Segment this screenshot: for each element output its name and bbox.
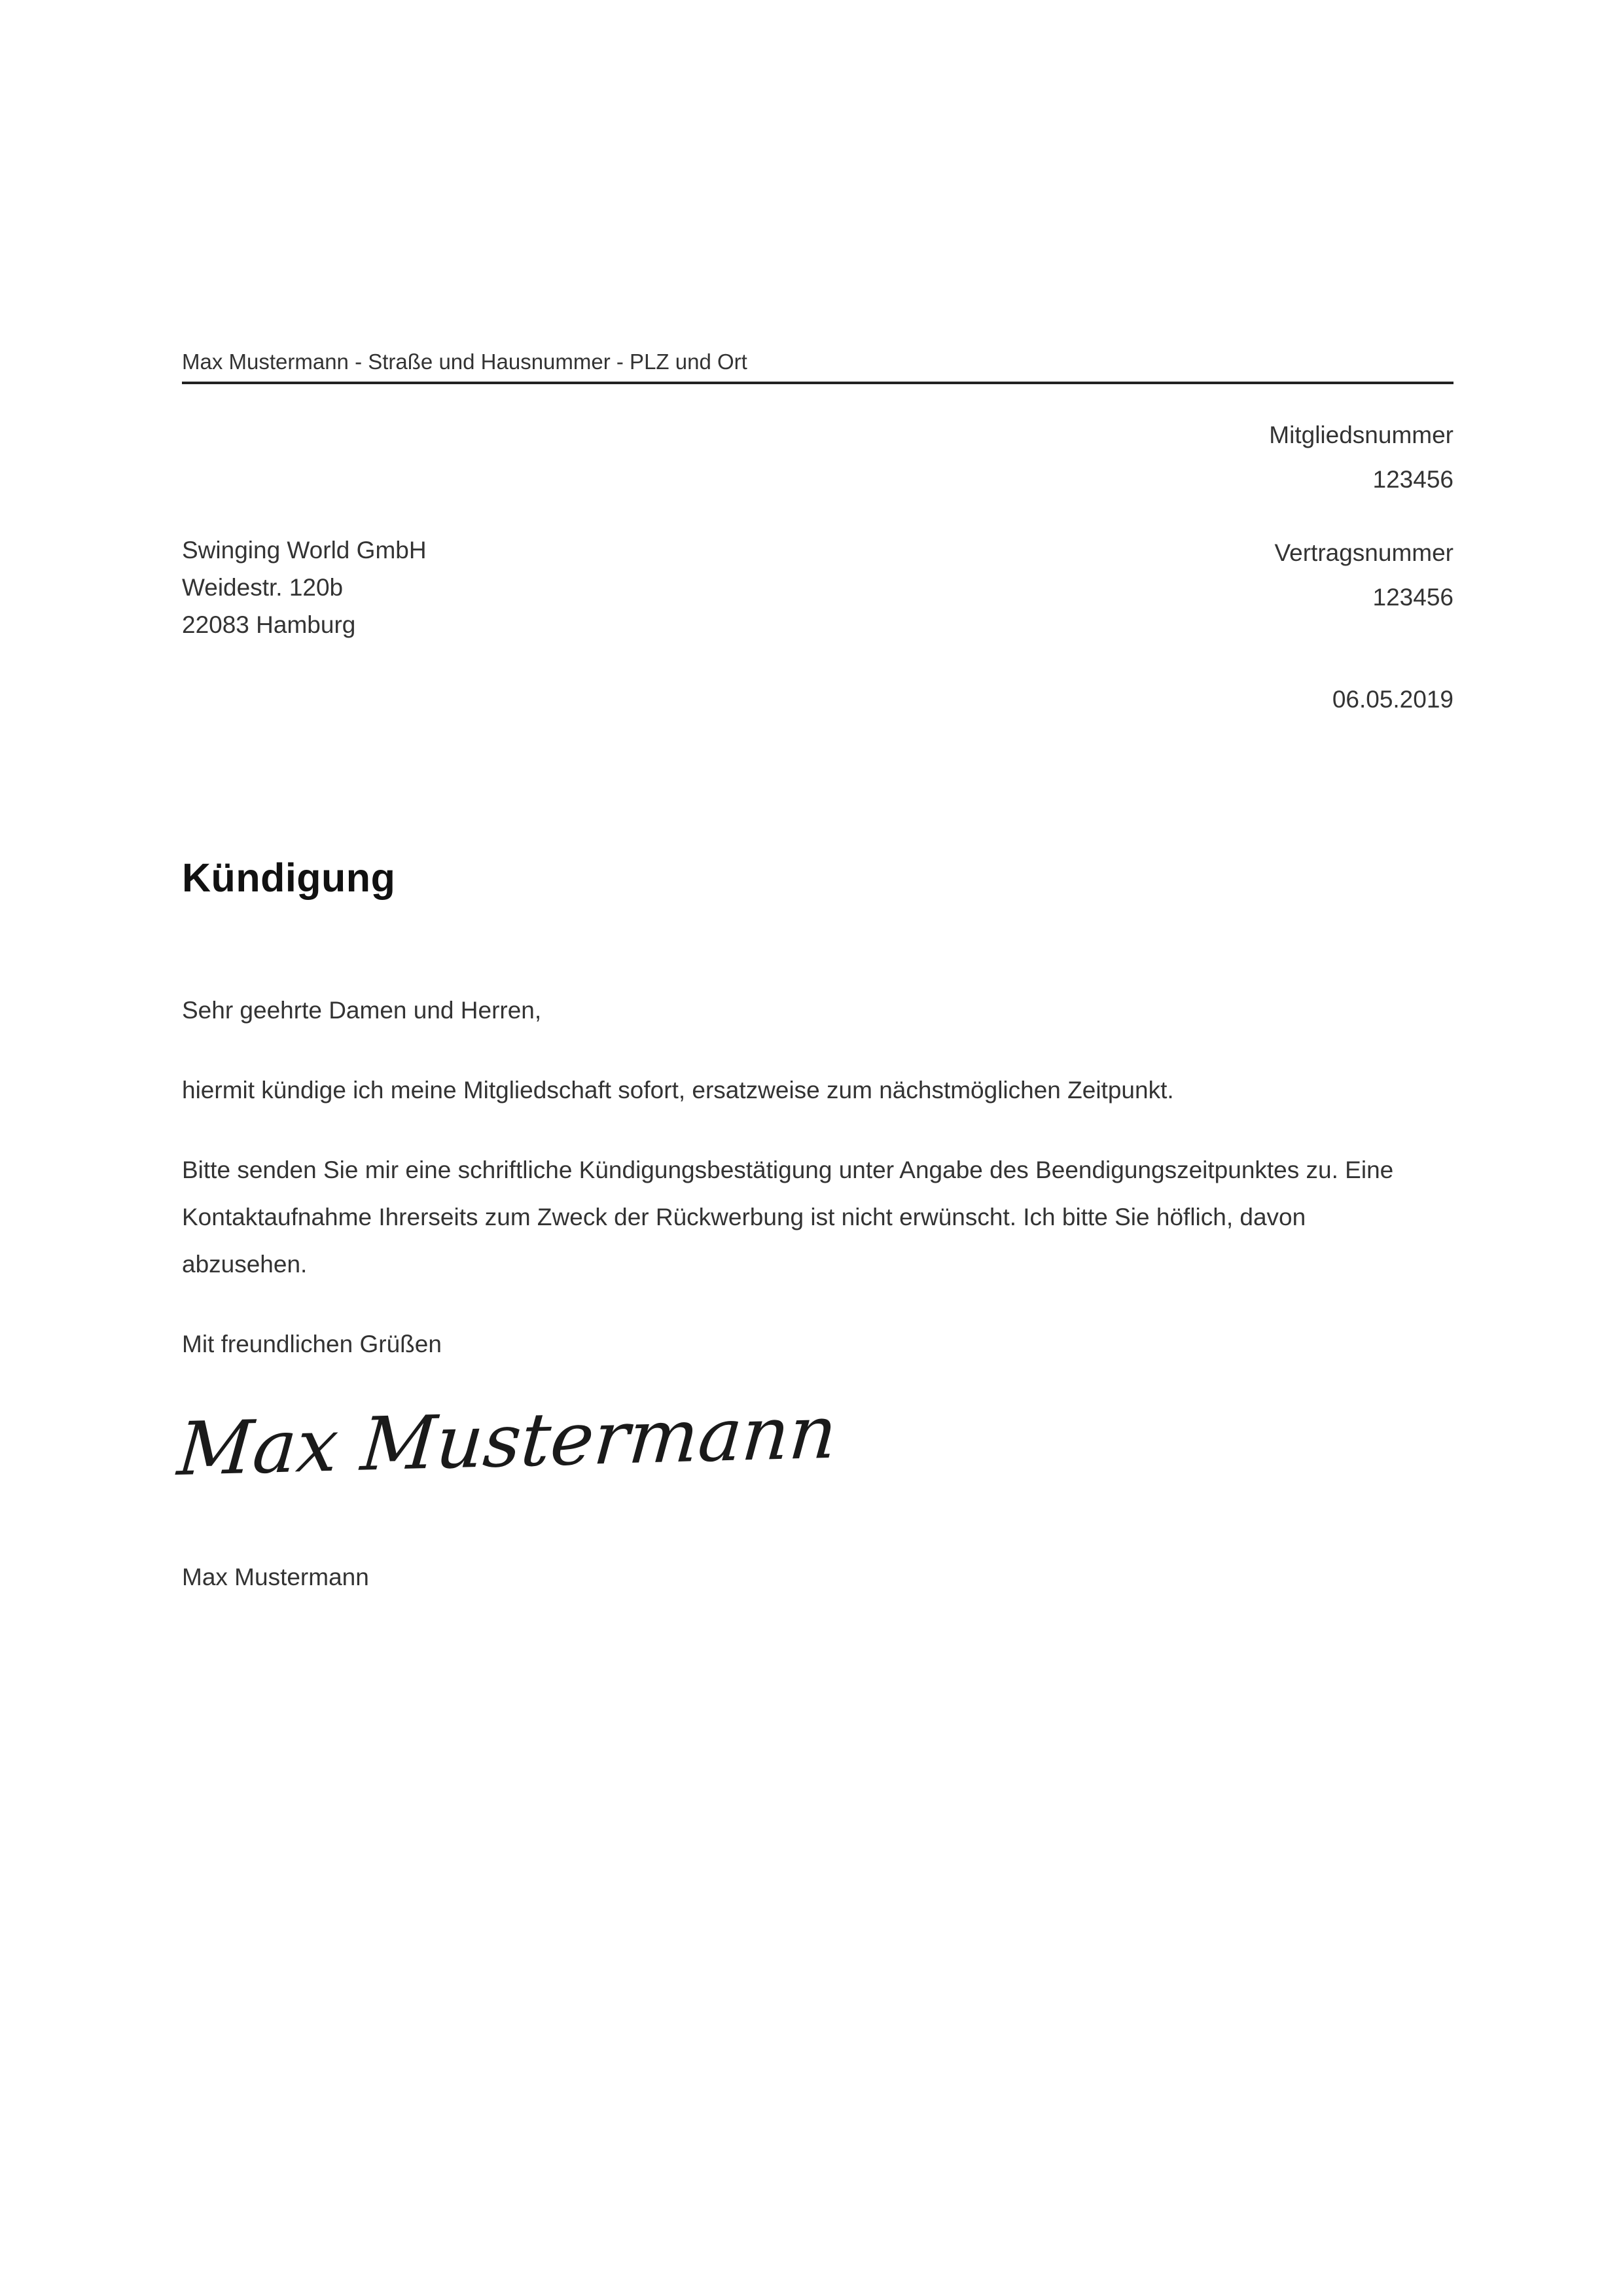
recipient-address <box>182 531 427 643</box>
sender-line-text: Max Mustermann - Straße und Hausnummer - PLZ und Ort <box>182 350 747 374</box>
contract-number: 123456 <box>1372 584 1454 611</box>
letter-body <box>182 987 1412 1401</box>
subject-heading: Kündigung <box>182 855 396 900</box>
contract-label: Vertragsnummer <box>1274 539 1454 566</box>
salutation: Sehr geehrte Damen und Herren, <box>182 997 542 1024</box>
signature: Max Mustermann <box>174 1390 840 1493</box>
recipient-name: Swinging World GmbH <box>182 537 427 564</box>
membership-number: 123456 <box>1372 466 1454 493</box>
letter-date: 06.05.2019 <box>1332 686 1454 713</box>
sender-line <box>182 349 1454 384</box>
signature-name: Max Mustermann <box>182 1564 369 1590</box>
meta-block <box>1269 413 1454 722</box>
closing: Mit freundlichen Grüßen <box>182 1331 442 1357</box>
body-paragraph: hiermit kündige ich meine Mitgliedschaft sofort, ersatzweise zum nächstmöglichen Zeitpunkt. <box>182 1077 1174 1103</box>
body-paragraph: Bitte senden Sie mir eine schriftliche Kündigungsbestätigung unter Angabe des Beendigungszeitpunktes zu. Eine Kontaktaufnahme Ihrerseits zum Zweck der Rückwerbung ist nicht erwünscht. Ich bitte Sie höflich, davon abzusehen. <box>182 1157 1394 1278</box>
recipient-city: 22083 Hamburg <box>182 611 356 638</box>
recipient-street: Weidestr. 120b <box>182 574 344 601</box>
membership-label: Mitgliedsnummer <box>1269 422 1454 448</box>
